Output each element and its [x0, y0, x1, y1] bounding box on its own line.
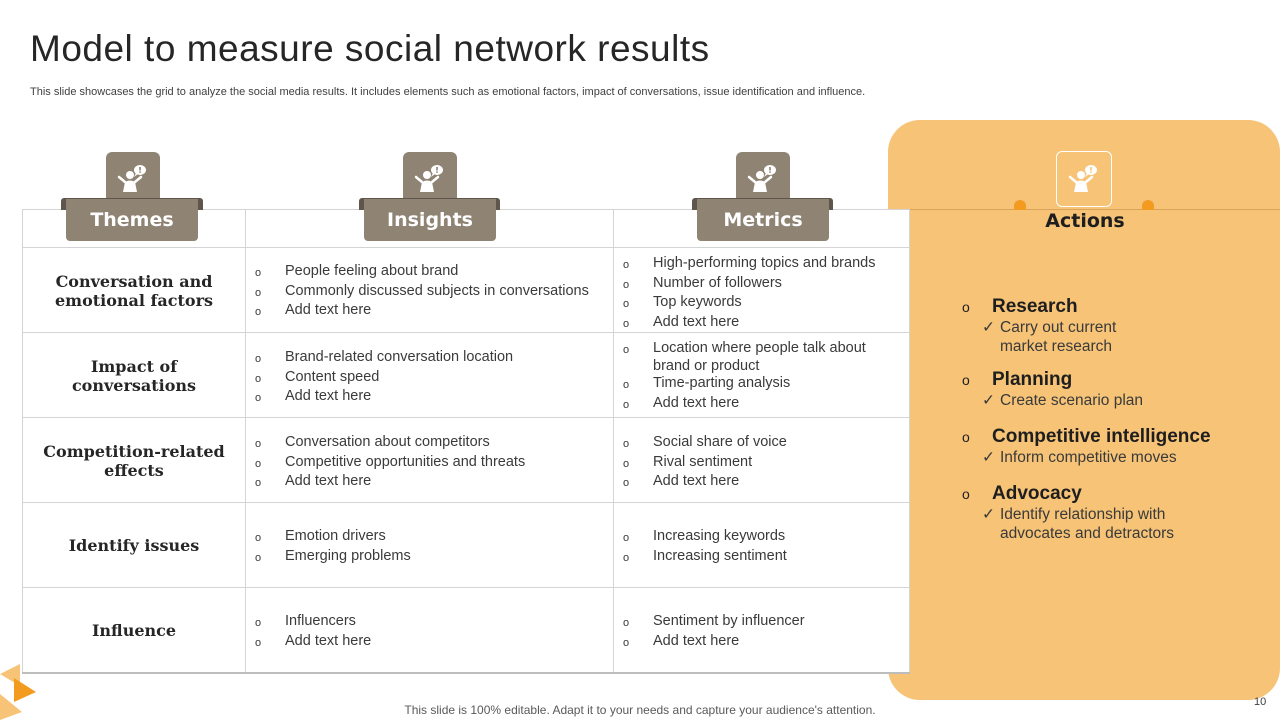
list-item: o Location where people talk about brand or product	[623, 340, 866, 374]
list-item: o Content speed	[255, 368, 380, 385]
list-item: o Sentiment by influencer	[623, 613, 805, 629]
list-item: o Increasing sentiment	[623, 547, 787, 564]
action-detail: Carry out current market research	[1000, 319, 1117, 355]
check-icon: ✓	[982, 319, 995, 336]
metrics-cell	[623, 434, 898, 493]
list-item: o Emotion drivers	[255, 528, 386, 544]
list-item: o Add text here	[623, 632, 740, 649]
list-item: o Brand-related conversation location	[255, 349, 514, 365]
action-detail: Identify relationship with advocates and detractors	[1000, 506, 1175, 542]
actions-header: Actions	[1045, 210, 1125, 232]
column-header-insights: Insights	[364, 199, 496, 241]
list-item: o Rival sentiment	[623, 453, 753, 470]
list-item: o Add text here	[623, 473, 740, 490]
insights-cell	[255, 263, 605, 322]
footer-note: This slide is 100% editable. Adapt it to your needs and capture your audience's attention.	[404, 703, 876, 717]
metrics-cell	[623, 528, 898, 567]
theme-cell: Impact of conversations	[71, 356, 197, 395]
actions-list	[962, 296, 1262, 553]
list-item: o Increasing keywords	[623, 528, 786, 544]
page-number: 10	[1254, 696, 1267, 708]
list-item: o Add text here	[255, 473, 372, 490]
theme-cell: Conversation and emotional factors	[54, 271, 214, 310]
check-icon: ✓	[982, 506, 995, 523]
metrics-cell	[623, 340, 898, 414]
action-title: Research	[992, 296, 1078, 317]
slide-subtitle: This slide showcases the grid to analyze the social media results. It includes elements such as emotional factors, impact of conversations, issue identification and influence.	[30, 86, 866, 98]
insights-cell	[255, 528, 605, 567]
bullet-icon: o	[962, 429, 970, 445]
insights-cell	[255, 434, 605, 493]
slide-title: Model to measure social network results	[30, 28, 710, 69]
person-speech-icon	[1056, 151, 1112, 207]
action-item	[962, 483, 1262, 543]
insights-cell	[255, 349, 605, 408]
action-title: Advocacy	[992, 483, 1082, 504]
list-item: o Commonly discussed subjects in conversations	[255, 282, 589, 299]
list-item: o Add text here	[255, 302, 372, 319]
list-item: o Conversation about competitors	[255, 434, 490, 450]
list-item: o Add text here	[623, 394, 740, 411]
column-header-metrics: Metrics	[697, 199, 829, 241]
bullet-icon: o	[962, 486, 970, 502]
bullet-icon: o	[962, 299, 970, 315]
column-header-themes: Themes	[66, 199, 198, 241]
actions-tab-decoration	[1014, 200, 1026, 210]
list-item: o Number of followers	[623, 274, 782, 291]
column-divider	[613, 209, 614, 673]
action-item	[962, 369, 1262, 410]
bullet-icon: o	[962, 372, 970, 388]
insights-cell	[255, 613, 605, 652]
check-icon: ✓	[982, 392, 995, 409]
theme-cell: Identify issues	[68, 536, 200, 555]
metrics-cell	[623, 255, 898, 333]
list-item: o Add text here	[255, 632, 372, 649]
metrics-cell	[623, 613, 898, 652]
list-item: o Add text here	[255, 388, 372, 405]
list-item: o Time-parting analysis	[623, 375, 791, 392]
list-item: o Top keywords	[623, 294, 742, 311]
theme-cell: Competition-related effects	[43, 441, 225, 480]
list-item: o Competitive opportunities and threats	[255, 453, 526, 470]
action-detail: Inform competitive moves	[1000, 449, 1177, 466]
list-item: o High-performing topics and brands	[623, 255, 876, 271]
list-item: o Influencers	[255, 613, 356, 629]
list-item: o Emerging problems	[255, 547, 411, 564]
action-title: Planning	[992, 369, 1073, 390]
check-icon: ✓	[982, 449, 995, 466]
action-item	[962, 296, 1262, 356]
action-detail: Create scenario plan	[1000, 392, 1144, 409]
list-item: o People feeling about brand	[255, 263, 459, 279]
list-item: o Social share of voice	[623, 434, 787, 450]
list-item: o Add text here	[623, 313, 740, 330]
action-title: Competitive intelligence	[992, 426, 1211, 447]
actions-tab-decoration	[1142, 200, 1154, 210]
action-item	[962, 426, 1262, 467]
theme-cell: Influence	[91, 621, 177, 640]
